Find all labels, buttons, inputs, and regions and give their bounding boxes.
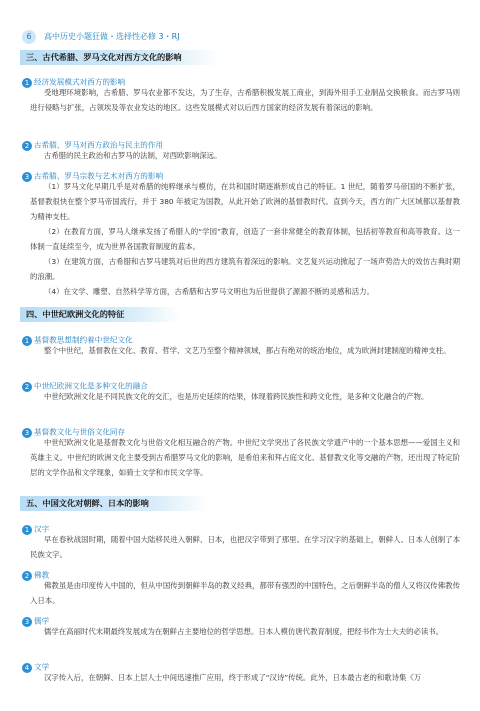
number-badge: 1 xyxy=(22,525,32,535)
subheading-5-3: 3 儒学 xyxy=(22,611,49,623)
number-badge: 3 xyxy=(22,428,32,438)
paragraph: 受地理环境影响，古希腊、罗马农业都不发达，为了生存，古希腊积极发展工商业，到海外用手工业制品交换粮食。而古罗马则进行侵略与扩张，占领埃及等农业发达的地区。这些发展模式对以后西方国家的经济发展有着深远的影响。 xyxy=(30,88,460,112)
page-header xyxy=(0,30,480,44)
section-heading-3: 三、古代希腊、罗马文化对西方文化的影响 xyxy=(20,50,220,65)
subheading-3-1: 1 经济发展模式对西方的影响 xyxy=(22,72,125,84)
subheading-5-2: 2 佛教 xyxy=(22,565,49,577)
subheading-4-1: 1 基督教思想制约着中世纪文化 xyxy=(22,330,133,342)
paragraph: （1）罗马文化早期几乎是对希腊的纯粹继承与模仿，在共和国时期逐渐形成自己的特征。1 世纪，随着罗马帝国的不断扩张，基督教很快在整个罗马帝国流行，并于 380 年被定为国教，从此开始了欧洲的基督教时代。直到今天，西方的广大区域都以基督教为精神支柱。 xyxy=(30,182,460,221)
number-badge: 2 xyxy=(22,571,32,581)
paragraph: （2）在教育方面，罗马人继承发扬了希腊人的“学园”教育，创造了一套非常健全的教育体制，包括初等教育和高等教育。这一体制一直延续至今，成为世界各国教育制度的蓝本。 xyxy=(30,227,460,251)
paragraph: 中世纪欧洲文化是基督教文化与世俗文化相互融合的产物。中世纪文学突出了各民族文学遗产中的一个基本思想——爱国主义和英雄主义。中世纪的欧洲文化主要受到古希腊罗马文化的影响，是希伯来和拜占庭文化、基督教文化等交融的产物，还出现了特定阶层的文学作品和文学现象，如骑士文学和市民文学等。 xyxy=(30,438,460,477)
paragraph: 汉字传入后，在朝鲜、日本上层人士中间迅速推广应用，终于形成了“汉诗”传统。此外，日本最古老的和歌诗集《万 xyxy=(44,673,422,682)
subheading-5-1: 1 汉字 xyxy=(22,519,49,531)
number-badge: 3 xyxy=(22,172,32,182)
number-badge: 2 xyxy=(22,141,32,151)
paragraph: 佛教虽是由印度传入中国的，但从中国传到朝鲜半岛的教义经典，都带有强烈的中国特色，之后朝鲜半岛的僧人又将汉传佛教传入日本。 xyxy=(30,581,460,605)
number-badge: 2 xyxy=(22,382,32,392)
subheading-5-4: 4 文学 xyxy=(22,657,49,669)
number-badge: 3 xyxy=(22,617,32,627)
subheading-3-2: 2 古希腊、罗马对西方政治与民主的作用 xyxy=(22,135,163,147)
paragraph: 整个中世纪，基督教在文化、教育、哲学、文艺乃至整个精神领域，都占有绝对的统治地位，成为欧洲封建制度的精神支柱。 xyxy=(44,346,451,355)
paragraph: 儒学在高丽时代末期最终发展成为在朝鲜占主要地位的哲学思想。日本人模仿唐代教育制度，把经书作为士大夫的必读书。 xyxy=(44,627,444,636)
subheading-4-2: 2 中世纪欧洲文化是多种文化的融合 xyxy=(22,376,148,388)
paragraph: 早在春秋战国时期，随着中国大陆移民进入朝鲜、日本，也把汉字带到了那里。在学习汉字的基础上，朝鲜人、日本人创制了本民族文字。 xyxy=(30,535,460,559)
subheading-3-3: 3 古希腊、罗马宗教与艺术对西方的影响 xyxy=(22,166,163,178)
paragraph: 古希腊的民主政治和古罗马的法制，对西欧影响深远。 xyxy=(44,151,222,160)
paragraph: （4）在文学、雕塑、自然科学等方面，古希腊和古罗马文明也为后世提供了源源不断的灵感和活力。 xyxy=(44,287,374,296)
paragraph: （3）在建筑方面，古希腊和古罗马建筑对后世的西方建筑有着深远的影响。文艺复兴运动掀起了一场声势浩大的效仿古典时期的浪潮。 xyxy=(30,257,460,281)
number-badge: 1 xyxy=(22,78,32,88)
number-badge: 1 xyxy=(22,336,32,346)
page-number-badge: 6 xyxy=(22,30,36,44)
section-heading-5: 五、中国文化对朝鲜、日本的影响 xyxy=(20,496,210,511)
book-title: 高中历史小题狂做・选择性必修 3・RJ xyxy=(44,32,180,41)
paragraph: 中世纪欧洲文化是不同民族文化的交汇，也是历史延续的结果，体现着跨民族性和跨文化性，是多种文化融合的产物。 xyxy=(44,392,429,401)
number-badge: 4 xyxy=(22,663,32,673)
section-heading-4: 四、中世纪欧洲文化的特征 xyxy=(20,307,180,322)
subheading-4-3: 3 基督教文化与世俗文化同存 xyxy=(22,422,125,434)
